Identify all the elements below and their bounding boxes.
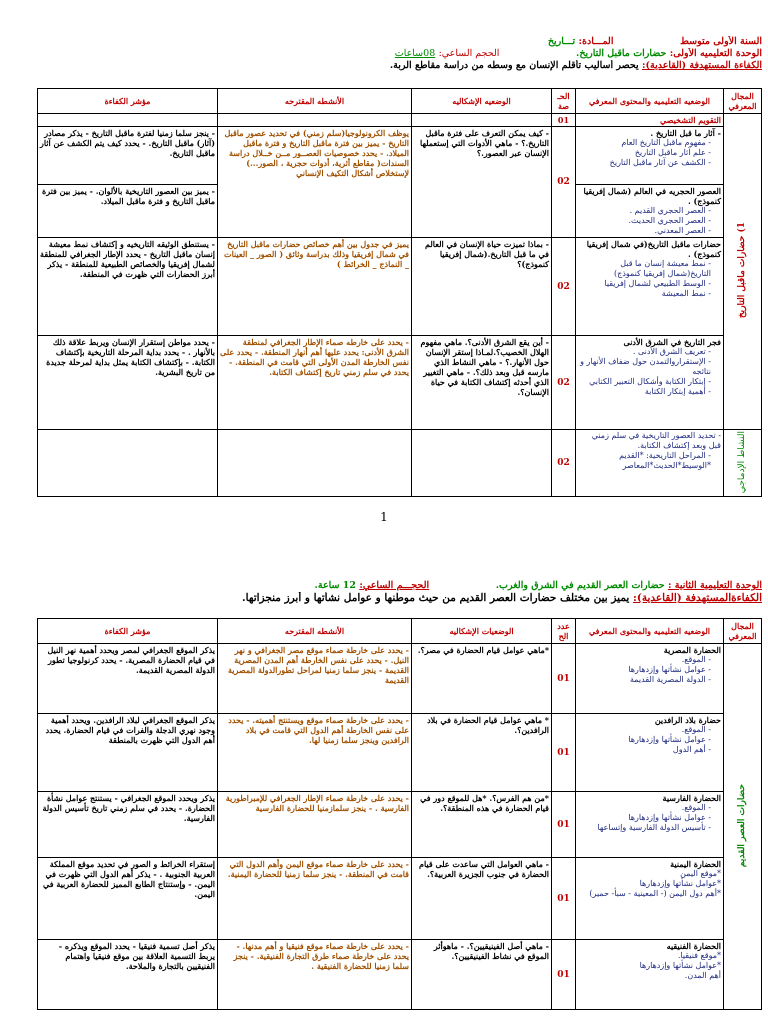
indicator-cell: - يستنطق الوثيقه التاريخيه و إكتشاف نمط معيشة إنسان ماقبل التاريخ - يحدد الإطار الجغرافي للمنطقة لشمال إفريقيا والخصائص الطبيعية للمنطقة - يذكر أبرز الحضارات التي ظهرت في المنطقة. [38,238,218,336]
subject-label: المـــادة: [578,36,614,47]
problem-cell: - ماهي أصل الفينيقيين؟. - ماهوأثر الموقع في نشاط الفينيقيين؟. [412,940,552,1010]
table-row [38,940,762,1010]
hours-label: الحجم الساعي: [438,48,500,59]
page1-header-line1 [38,36,762,48]
content-cell: حضارات ماقبل التاريخ(في شمال إفريقيا كنموذج) . - نمط معيشة إنسان ما قبل التاريخ(شمال إفريقيا كنموذج) - الوسط الطبيعي لشمال إفريقيا - نمط المعيشة [576,238,724,336]
table-row [38,336,762,430]
indicator-cell: يذكر الموقع الجغرافي لبلاد الرافدين. ويحدد أهمية وجود نهري الدجلة والفرات في قيام الحضارة. يحدد أهم الدول التي ظهرت بالمنطقة [38,714,218,792]
page1-header-row [38,89,762,114]
integration-field-cell [724,430,762,497]
indicator-cell: - يميز بين العصور التاريخية بالألوان. - يميز بين فترة ماقبل التاريخ و فترة ماقبل الميلاد. [38,185,218,238]
content-cell: حضارة بلاد الرافدين - الموقع. - عوامل نشأتها وإزدهارها - أهم الدول [576,714,724,792]
col-field: المجال المعرفي [724,89,762,114]
activities-cell: يميز في جدول بين أهم خصائص حضارات ماقبل التاريخ في شمال إفريقيا وذلك بدراسة وثائق ( الصور _ العينات _ النماذج _ الخرائط ) [218,238,412,336]
problem-cell: *ماهي عوامل قيام الحضارة في مصر؟. [412,644,552,714]
problem-cell: - كيف يمكن التعرف على فترة ماقبل التاريخ.؟ - ماهي الأدوات التي إستعملها الإنسان عبر العصور.؟ [412,127,552,238]
school-year: السنة الأولى متوسط [680,36,762,47]
field-label: 1) حضارات ماقبل التاريخ [737,222,747,319]
activities-cell: - يحدد على خارطة صماء الإطار الجغرافي للإمبراطورية الفارسية . - ينجز سلمازمنيا للحضارة الفارسية [218,792,412,858]
problem-cell: * ماهي عوامل قيام الحضارة في بلاد الرافدين؟. [412,714,552,792]
field-label: حضارات العصر القديم [737,783,747,868]
col-problem: الوضعيات الإشكاليه [412,619,552,644]
page2-header-line1 [38,580,762,592]
competence-label: الكفاءة المستهدفة (القاعدية): [641,60,762,71]
field-cell [724,644,762,1010]
col-hours: الحـ صة [552,89,576,114]
table-row [38,858,762,940]
col-content: الوضعيه التعليميه والمحتوى المعرفي [576,89,724,114]
unit-label: الوحدة التعليميه الأولى: [669,48,762,59]
diagnostic-label: التقويم التشخيصي [576,114,724,127]
problem-cell: - بماذا تميزت حياة الإنسان في العالم في ما قبل التاريخ.(شمال إفريقيا كنموذج)؟ [412,238,552,336]
content-cell: الحضارة المصرية - الموقع. - عوامل نشأتها وإزدهارها - الدولة المصرية القديمة [576,644,724,714]
hours-cell: 01 [552,858,576,940]
problem-cell: - ماهي العوامل التي ساعدت على قيام الحضارة في جنوب الجزيرة العربية؟. [412,858,552,940]
page2-table [37,618,762,1010]
content-cell: - آثار ما قبل التاريخ . - مفهوم ماقبل التاريخ العام - علم آثار ماقبل التاريخ - الكشف عن آثار ماقبل التاريخ [576,127,724,185]
page1-table-wrap [38,88,762,497]
col-field: المجال المعرفي [724,619,762,644]
content-cell: الحضارة اليمنية *موقع اليمن *عوامل نشأتها وإزدهارها *أهم دول اليمن (- المعينية - سبأ- حمير) [576,858,724,940]
col-activities: الأنشطه المقترحه [218,89,412,114]
indicator-cell: يذكر ويحدد الموقع الجغرافي - يستنتج عوامل نشأة الحضارة. - يحدد في سلم زمني تاريخ تأسيس الدولة الفارسية. [38,792,218,858]
col-indicator: مؤشر الكفاءة [38,619,218,644]
page1-header [38,36,762,72]
col-hours: عدد الح [552,619,576,644]
hours-cell: 01 [552,792,576,858]
hours2-value: 12 ساعة. [314,580,357,591]
hours-cell: 02 [552,127,576,238]
page1-header-line3 [38,60,762,72]
unit-value: حضارات ماقبل التاريخ. [576,48,667,59]
problem-cell: *من هم الفرس؟. *هل للموقع دور في قيام الحضارة في هذه المنطقة؟. [412,792,552,858]
hours-cell: 02 [552,336,576,430]
integration-label: النشاط الإدماجي [737,431,747,494]
table-row [38,430,762,497]
activities-cell: يوظف الكرونولوجيا(سلم زمني) في تحديد عصور ماقبل التاريخ - يميز بين فترة ماقبل التاريخ و فترة ماقبل الميلاد. - يحدد خصوصيات العصــور مــن خــلال دراسة السندات( مقاطع أثرية، أدوات حجرية ، الصور...) لإستخلاص أشكال التكيف الإنساني [218,127,412,238]
competence2-value: يميز بين مختلف حضارات العصر القديم من حيث موطنها و عوامل نشأتها و أبرز منجزاتها. [242,592,630,604]
page1-table [37,88,762,497]
activities-cell: - يحدد على خارطة صماء موقع اليمن وأهم الدول التي قامت في المنطقة. - ينجز سلما زمنيا للحضارة اليمنية. [218,858,412,940]
col-activities: الأنشطه المقترحه [218,619,412,644]
indicator-cell: - ينجز سلما زمنيا لفترة ماقبل التاريخ - يذكر مصادر (آثار) ماقبل التاريخ. - يحدد كيف يتم الكشف عن آثار ماقبل التاريخ. [38,127,218,185]
col-problem: الوضعيه الإشكاليه [412,89,552,114]
activities-cell: - يحدد على خارطة صماء موقع فنيقيا و أهم مدنها. - يحدد على خارطة صماء طرق التجارة الفنيقية. - ينجز سلما زمنيا للحضارة الفنيقية . [218,940,412,1010]
col-indicator: مؤشر الكفاءة [38,89,218,114]
indicator-cell: يذكر أصل تسمية فنيقيا - يحدد الموقع ويذكره - يربط التسمية العلاقة بين موقع فنيقيا واهتمام الفنيقيين بالتجارة والملاحة. [38,940,218,1010]
competence-value: يحصر أساليب تأقلم الإنسان مع وسطه من دراسة مقاطع الربة. [389,60,639,71]
indicator-cell: يذكر الموقع الجغرافي لمصر ويحدد أهمية نهر النيل في قيام الحضارة المصرية. - يحدد كرنولوجيا تطور الدولة المصرية القديمة. [38,644,218,714]
content-cell: - تحديد العصور التاريخية في سلم زمني قبل وبعد إكتشاف الكتابة. - المراحل التاريخية: *القديم *الوسيط*الحديث*المعاصر [576,430,724,497]
hours-cell: 02 [552,238,576,336]
table-row [38,238,762,336]
activities-cell: - يحدد على خارطة صماء موقع مصر الجغرافي و نهر النيل. - يحدد على نفس الخارطة أهم المدن المصرية القديمة - ينجز سلما زمنيا لمراحل تطورالدولة المصرية القديمة [218,644,412,714]
diagnostic-hour: 01 [552,114,576,127]
hours-cell: 01 [552,940,576,1010]
col-content: الوضعيه التعليميه والمحتوى المعرفي [576,619,724,644]
indicator-cell: - يحدد مواطن إستقرار الإنسان ويربط علاقة ذلك بالأنهار . - يحدد بداية المرحلة التاريخية بإكتشاف الكتابة. - بإكتشاف الكتابة يمثل بداية لمرحلة جديدة من تاريخ البشرية. [38,336,218,430]
table-row [38,644,762,714]
hours-cell: 01 [552,644,576,714]
hours-value: 08ساعات [394,48,436,59]
activities-cell: - يحدد على خارطه صماء الإطار الجغرافي لمنطقة الشرق الأدنى: يحدد عليها أهم أنهار المنطقة. - يحدد على نفس الخارطة المدن الأولى التي قامت في المنطقة. - يحدد في سلم زمني تاريخ إكتشاف الكتابة. [218,336,412,430]
subject-value: تـــاريخ [547,36,576,47]
unit2-value: حضارات العصر القديم في الشرق والغرب. [495,580,665,591]
content-cell: الحضارة الفنيقيه *موقع فنيقيا. *عوامل نشأتها وإزدهارها أهم المدن. [576,940,724,1010]
page-number: 1 [380,510,388,524]
content-cell: الحضارة الفارسية - الموقع. - عوامل نشأتها وإزدهارها - تأسيس الدولة الفارسية وإتساعها [576,792,724,858]
activities-cell: - يحدد على خارطة صماء موقع ويستنتج أهميته. - يحدد على نفس الخارطة أهم الدول التي قامت في بلاد الرافدين وينجز سلما زمنيا لها. [218,714,412,792]
hours-cell: 02 [552,430,576,497]
page2-header [38,580,762,604]
table-row [38,792,762,858]
table-row [38,714,762,792]
table-row [38,127,762,185]
hours2-label: الحجـــم الساعي: [359,580,430,591]
content-cell: فجر التاريخ في الشرق الأدنى - تعريف الشرق الأدنى . - الإستقراروالتمدن حول ضفاف الأنهار و نتائجه - إبتكار الكتابة وأشكال التعبير الكتابي - أهمية إبتكار الكتابة [576,336,724,430]
unit2-label: الوحدة التعليمية الثانية : [667,580,762,591]
hours-cell: 01 [552,714,576,792]
page1-header-line2 [38,48,762,60]
diagnostic-row [38,114,762,127]
field-cell [724,114,762,430]
page2-table-wrap [38,618,762,1010]
competence2-label: الكفاءةالمستهدفة (القاعدية): [632,592,762,604]
page2-header-line2 [38,592,762,604]
content-cell: العصور الحجريه في العالم (شمال إفريقيا كنموذج) . - العصر الحجري القديم . - العصر الحجري الحديث. - العصر المعدني. [576,185,724,238]
page2-header-row [38,619,762,644]
problem-cell: - أين يقع الشرق الأدنى؟. ماهي مفهوم الهلال الخصيب؟.لمـاذا إستقر الإنسان حول الأنهار.؟ - ماهي النشاط الذي مارسه قبل وبعد ذلك؟. - ماهي التغيير الذي أحدثه إكتشاف الكتابة في حياة الإنسان؟. [412,336,552,430]
indicator-cell: إستقراء الخرائط و الصور في تحديد موقع المملكة العربية الجنوبية . - يذكر أهم الدول التي ظهرت في اليمن. - وإستنتاج الطابع المميز للحضارة العربية في اليمن. [38,858,218,940]
